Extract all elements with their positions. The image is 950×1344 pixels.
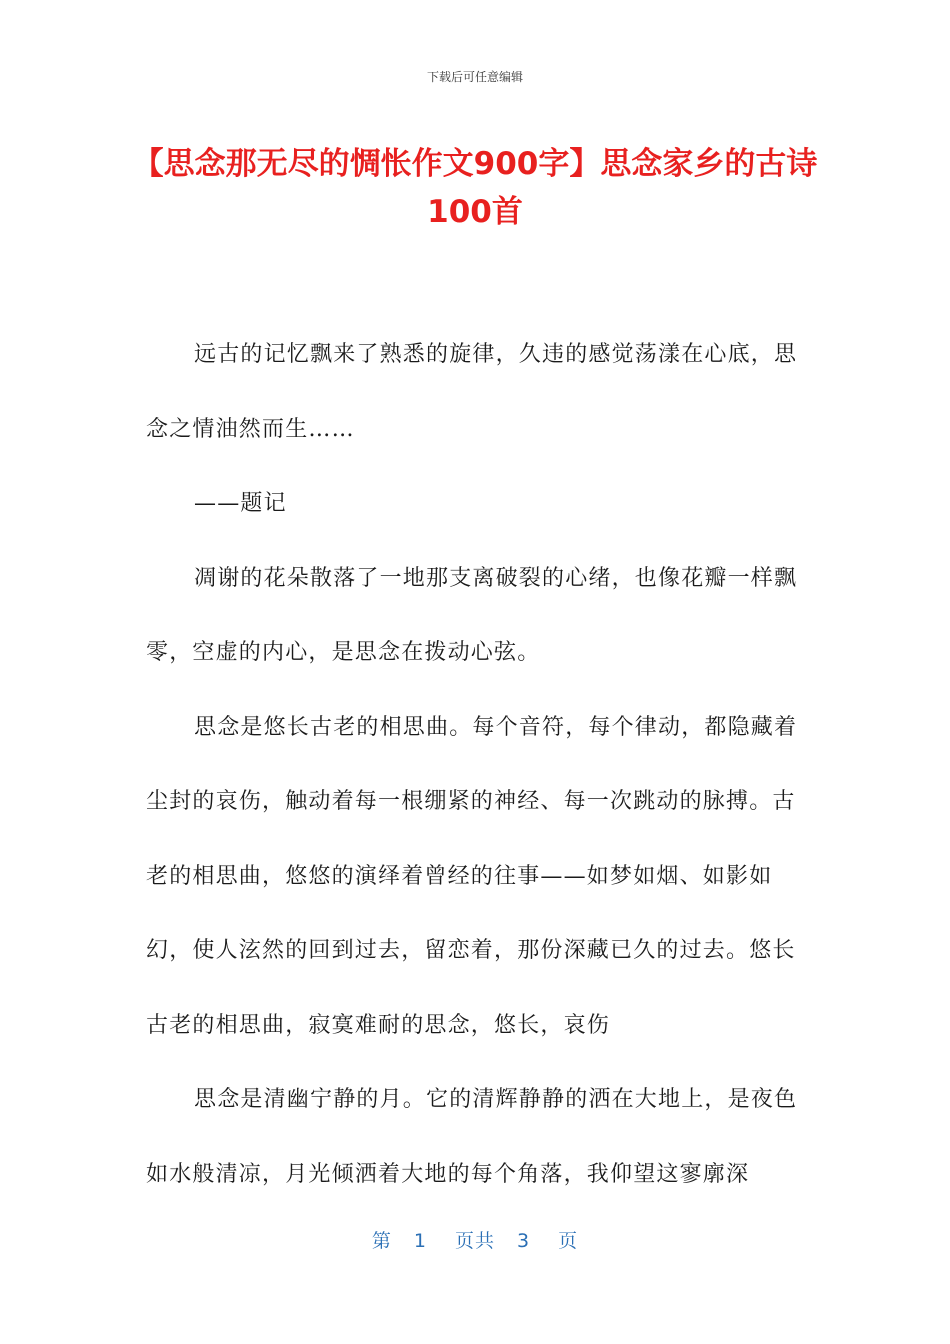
footer-prefix: 第	[371, 1230, 392, 1252]
paragraph-moon: 思念是清幽宁静的月。它的清辉静静的洒在大地上，是夜色如水般清凉，月光倾洒着大地的每个角落，我仰望这寥廓深	[146, 1087, 798, 1187]
footer-total-pages: 3	[517, 1230, 531, 1252]
footer-current-page: 1	[413, 1230, 427, 1252]
paragraph-epigraph-note: ——题记	[194, 491, 287, 516]
paragraph-melody: 思念是悠长古老的相思曲。每个音符，每个律动，都隐藏着尘封的哀伤，触动着每一根绷紧的神经、每一次跳动的脉搏。古老的相思曲，悠悠的演绎着曾经的往事——如梦如烟、如影如幻，使人泫然的回到过去，留恋着，那份深藏已久的过去。悠长古老的相思曲，寂寞难耐的思念，悠长，哀伤	[146, 714, 798, 1038]
header-note: 下载后可任意编辑	[426, 70, 523, 84]
footer-suffix: 页	[558, 1230, 579, 1252]
paragraph-intro: 远古的记忆飘来了熟悉的旋律，久违的感觉荡漾在心底，思念之情油然而生……	[146, 342, 798, 442]
footer-mid: 页共	[454, 1230, 495, 1252]
paragraph-flowers: 凋谢的花朵散落了一地那支离破裂的心绪，也像花瓣一样飘零，空虚的内心，是思念在拨动心弦。	[146, 565, 798, 665]
page-footer	[0, 1226, 950, 1253]
document-body	[146, 318, 810, 1212]
document-title: 【思念那无尽的惆怅作文900字】思念家乡的古诗100首	[132, 146, 818, 230]
